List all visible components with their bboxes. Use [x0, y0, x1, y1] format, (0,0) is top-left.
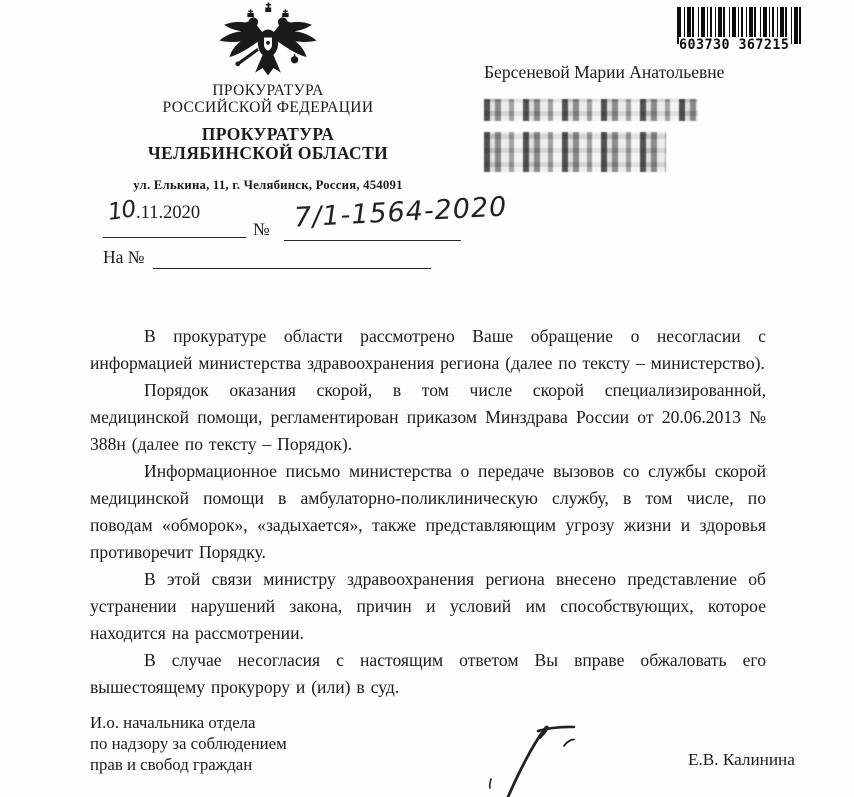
paragraph-4: В этой связи министру здравоохранения региона внесено представление об устранении нарушений закона, причин и условий им способствующих, которое находится на рассмотрении.	[90, 569, 766, 643]
org-address: ул. Елькина, 11, г. Челябинск, Россия, 454091	[133, 178, 403, 192]
incoming-number-underline	[153, 268, 431, 269]
org-line2: ЧЕЛЯБИНСКОЙ ОБЛАСТИ	[147, 143, 389, 163]
handwritten-signature	[478, 700, 608, 797]
redacted-address-line-2	[484, 132, 666, 172]
parent-org-line2: РОССИЙСКОЙ ФЕДЕРАЦИИ	[162, 98, 374, 116]
letter-body	[90, 323, 766, 701]
handwritten-outgoing-number: 7/1-1564-2020	[293, 191, 509, 234]
registration-barcode	[677, 7, 801, 57]
date-underline	[103, 237, 246, 238]
signer-name: Е.В. Калинина	[688, 750, 795, 769]
paragraph-1: В прокуратуре области рассмотрено Ваше обращение о несогласии с информацией министерства здравоохранения региона (далее по тексту – министерство).	[90, 326, 766, 373]
org-name	[106, 125, 430, 163]
signer-position-line2: по надзору за соблюдением	[90, 734, 287, 753]
parent-org-line1: ПРОКУРАТУРА	[212, 82, 324, 99]
incoming-number-label: На №	[103, 247, 145, 267]
signer-position	[90, 712, 287, 775]
date-typed: .11.2020	[136, 203, 201, 223]
redacted-address-line-1	[484, 99, 698, 121]
paragraph-2: Порядок оказания скорой, в том числе скорой специализированной, медицинской помощи, регламентирован приказом Минздрава России от 20.06.2013 № 388н (далее по тексту – Порядок).	[90, 380, 766, 454]
paragraph-5: В случае несогласия с настоящим ответом Вы вправе обжаловать его вышестоящему прокурору и (или) в суд.	[90, 650, 766, 697]
signer-position-line1: И.о. начальника отдела	[90, 713, 256, 732]
number-sign-label: №	[253, 219, 270, 239]
letterhead	[106, 2, 430, 193]
parent-org-name	[106, 83, 430, 116]
handwritten-date-day: 10	[106, 196, 137, 226]
coat-of-arms-icon	[213, 2, 323, 79]
barcode-digits: 603730 367215	[679, 37, 790, 53]
signer-position-line3: прав и свобод граждан	[90, 755, 253, 774]
number-underline	[284, 240, 461, 241]
paragraph-3: Информационное письмо министерства о передаче вызовов со службы скорой медицинской помощи в амбулаторно-поликлиническую службу, в том числе, по поводам «обморок», «задыхается», также представляющим угрозу жизни и здоровья противоречит Порядку.	[90, 461, 766, 562]
recipient-name: Берсеневой Марии Анатольевне	[484, 62, 725, 82]
org-line1: ПРОКУРАТУРА	[201, 124, 335, 144]
